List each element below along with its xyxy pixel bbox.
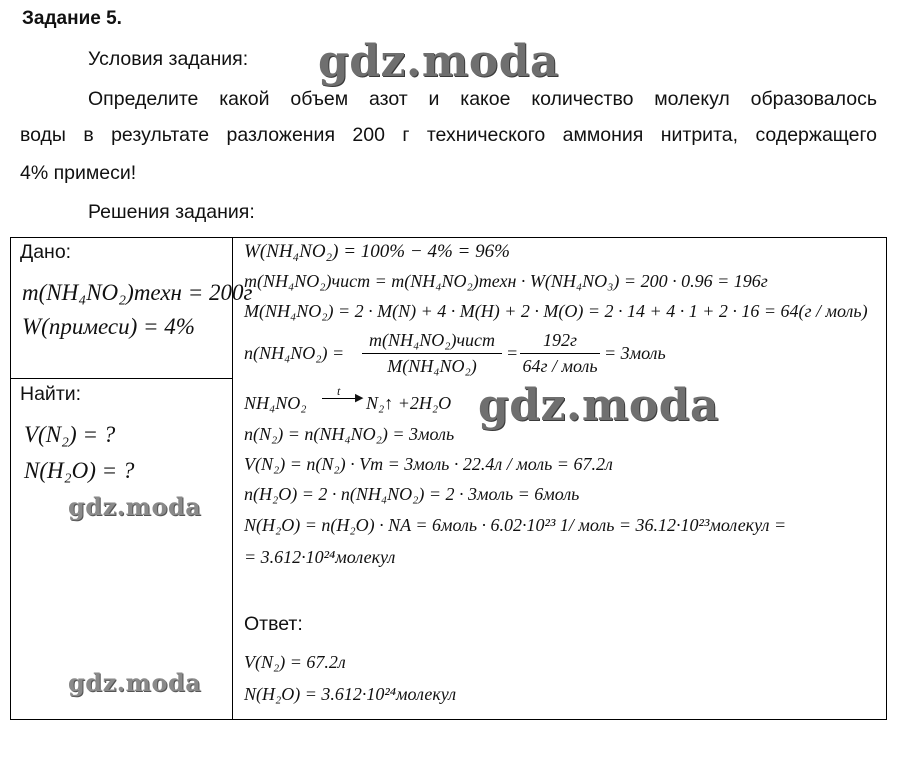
answer-volume: V(N₂) = 67.2л: [244, 652, 346, 672]
solution-line-3: M(NH₄NO₂) = 2 · M(N) + 4 · M(H) + 2 · M(O) = 2 · 14 + 4 · 1 + 2 · 16 = 64(г / моль): [244, 301, 868, 321]
fraction-eq: =: [506, 343, 519, 363]
solution-line-6: n(N₂) = n(NH₄NO₂) = 3моль: [244, 424, 455, 444]
problem-line-1: Определите какой объем азот и какое количество молекул образовалось: [88, 88, 877, 110]
reaction-condition: t: [337, 384, 341, 398]
find-count: N(H₂O) = ?: [24, 458, 135, 483]
fraction-bar: [362, 353, 502, 354]
watermark-left-2: gdz.moda: [68, 668, 202, 697]
fraction-numerator: m(NH₄NO₂)чист: [368, 330, 496, 350]
solution-line-8: n(H₂O) = 2 · n(NH₄NO₂) = 2 · 3моль = 6моль: [244, 484, 580, 504]
watermark-left-1: gdz.moda: [68, 492, 202, 521]
answer-count: N(H₂O) = 3.612·10²⁴молекул: [244, 684, 457, 704]
solution-line-1: W(NH₄NO₂) = 100% − 4% = 96%: [244, 241, 510, 262]
given-mass: m(NH₄NO₂)техн = 200г: [22, 280, 253, 305]
solution-line-9: N(H₂O) = n(H₂O) · NA = 6моль · 6.02·10²³ 1/ моль = 36.12·10²³молекул =: [244, 515, 787, 535]
fraction-result: = 3моль: [604, 343, 666, 363]
reaction-products: N₂↑ +2H₂O: [366, 393, 452, 413]
table-divider-vertical: [232, 237, 233, 720]
reaction-reactant: NH₄NO₂: [244, 393, 307, 413]
problem-line-2: воды в результате разложения 200 г технического аммония нитрита, содержащего: [20, 124, 877, 146]
find-label: Найти:: [20, 383, 82, 405]
solution-line-2: m(NH₄NO₂)чист = m(NH₄NO₂)техн · W(NH₄NO₃) = 200 · 0.96 = 196г: [244, 271, 768, 291]
fraction-lhs: n(NH₄NO₂) =: [244, 343, 345, 363]
conditions-label: Условия задания:: [88, 48, 249, 70]
reaction-arrow-icon: ▶: [355, 392, 364, 404]
find-volume: V(N₂) = ?: [24, 422, 116, 447]
fraction-denominator: M(NH₄NO₂): [387, 356, 477, 376]
solution-line-7: V(N₂) = n(N₂) · Vm = 3моль · 22.4л / моль = 67.2л: [244, 454, 613, 474]
fraction2-bar: [520, 353, 600, 354]
watermark-center: gdz.moda: [478, 380, 720, 431]
fraction2-denominator: 64г / моль: [522, 356, 598, 376]
fraction2-numerator: 192г: [542, 330, 578, 350]
task-title: Задание 5.: [22, 8, 122, 29]
watermark-top: gdz.moda: [318, 36, 560, 87]
given-label: Дано:: [20, 241, 72, 263]
given-impurity: W(примеси) = 4%: [22, 314, 195, 339]
answer-label: Ответ:: [244, 613, 303, 635]
solution-label: Решения задания:: [88, 201, 255, 223]
table-divider-horizontal: [10, 378, 233, 379]
problem-line-3: 4% примеси!: [20, 162, 137, 184]
solution-line-10: = 3.612·10²⁴молекул: [244, 547, 396, 567]
